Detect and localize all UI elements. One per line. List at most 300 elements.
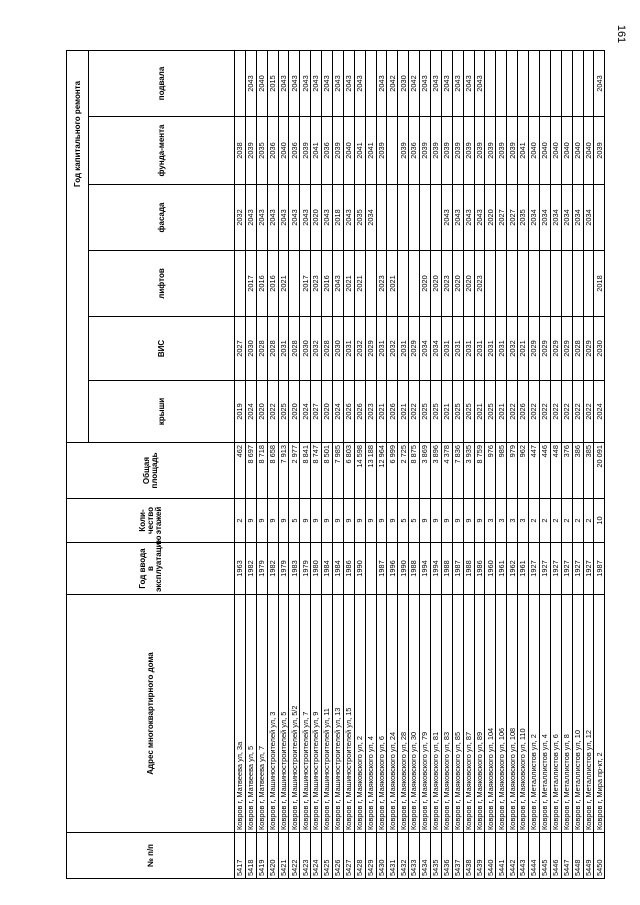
cell-roof: 2022 xyxy=(409,381,420,443)
cell-num: 5432 xyxy=(398,833,409,879)
cell-area: 6 999 xyxy=(387,443,398,499)
table-row xyxy=(474,50,485,878)
cell-foundation: 2040 xyxy=(561,117,572,185)
cell-lifts: 2020 xyxy=(452,251,463,317)
cell-address: Ковров г, Маяковского ул, 106 xyxy=(496,595,507,833)
cell-vis: 2032 xyxy=(387,317,398,381)
cell-roof: 2022 xyxy=(561,381,572,443)
cell-basement xyxy=(561,50,572,116)
cell-basement xyxy=(572,50,583,116)
cell-lifts xyxy=(235,251,246,317)
cell-facade: 2020 xyxy=(311,185,322,251)
cell-foundation: 2041 xyxy=(311,117,322,185)
cell-foundation: 2041 xyxy=(518,117,529,185)
cell-roof: 2022 xyxy=(583,381,594,443)
cell-vis: 2030 xyxy=(300,317,311,381)
cell-foundation: 2040 xyxy=(583,117,594,185)
cell-facade: 2043 xyxy=(441,185,452,251)
cell-foundation: 2036 xyxy=(267,117,278,185)
cell-lifts xyxy=(398,251,409,317)
cell-vis: 2027 xyxy=(235,317,246,381)
cell-floors: 9 xyxy=(387,499,398,543)
cell-roof: 2022 xyxy=(572,381,583,443)
cell-num: 5430 xyxy=(376,833,387,879)
cell-facade: 2034 xyxy=(539,185,550,251)
cell-lifts xyxy=(572,251,583,317)
cell-year: 1979 xyxy=(256,543,267,595)
cell-num: 5425 xyxy=(322,833,333,879)
cell-address: Ковров г, Металлистов ул, 6 xyxy=(550,595,561,833)
cell-address: Ковров г, Маяковского ул, 24 xyxy=(387,595,398,833)
cell-lifts: 2016 xyxy=(322,251,333,317)
cell-year: 1982 xyxy=(267,543,278,595)
cell-foundation: 2039 xyxy=(333,117,344,185)
cell-floors: 5 xyxy=(289,499,300,543)
cell-facade xyxy=(376,185,387,251)
cell-vis: 2028 xyxy=(256,317,267,381)
cell-year: 1984 xyxy=(322,543,333,595)
cell-num: 5429 xyxy=(365,833,376,879)
cell-foundation: 2035 xyxy=(256,117,267,185)
table-row xyxy=(441,50,452,878)
cell-facade: 2020 xyxy=(485,185,496,251)
cell-basement: 2043 xyxy=(278,50,289,116)
cell-address: Ковров г, Маяковского ул, 83 xyxy=(441,595,452,833)
cell-area: 13 188 xyxy=(365,443,376,499)
cell-basement: 2043 xyxy=(376,50,387,116)
header-lifts: лифтов xyxy=(89,251,235,317)
cell-basement: 2043 xyxy=(594,50,605,116)
table-row xyxy=(583,50,594,878)
cell-vis: 2029 xyxy=(365,317,376,381)
cell-num: 5433 xyxy=(409,833,420,879)
cell-floors: 9 xyxy=(441,499,452,543)
cell-foundation: 2039 xyxy=(376,117,387,185)
cell-facade: 2043 xyxy=(245,185,256,251)
cell-num: 5444 xyxy=(529,833,540,879)
table-row xyxy=(256,50,267,878)
cell-area: 3 935 xyxy=(463,443,474,499)
cell-address: Ковров г, Маяковского ул, 87 xyxy=(463,595,474,833)
cell-roof: 2027 xyxy=(311,381,322,443)
cell-vis: 2034 xyxy=(431,317,442,381)
table-row xyxy=(398,50,409,878)
cell-address: Ковров г, Маяковского ул, 81 xyxy=(431,595,442,833)
cell-roof: 2026 xyxy=(518,381,529,443)
cell-facade xyxy=(431,185,442,251)
cell-facade: 2027 xyxy=(496,185,507,251)
cell-lifts xyxy=(539,251,550,317)
cell-roof: 2022 xyxy=(507,381,518,443)
cell-floors: 3 xyxy=(507,499,518,543)
table-row xyxy=(333,50,344,878)
cell-foundation: 2040 xyxy=(529,117,540,185)
cell-vis: 2031 xyxy=(463,317,474,381)
cell-year: 1979 xyxy=(300,543,311,595)
header-area: Общая площадь xyxy=(67,443,235,499)
table-row xyxy=(518,50,529,878)
header-floors: Коли-чество этажей xyxy=(67,499,235,543)
cell-address: Ковров г, Металлистов ул, 4 xyxy=(539,595,550,833)
cell-roof: 2025 xyxy=(420,381,431,443)
cell-basement xyxy=(583,50,594,116)
cell-foundation: 2036 xyxy=(409,117,420,185)
cell-area: 8 841 xyxy=(300,443,311,499)
cell-basement: 2043 xyxy=(322,50,333,116)
cell-vis: 2031 xyxy=(398,317,409,381)
cell-basement: 2043 xyxy=(474,50,485,116)
cell-area: 446 xyxy=(539,443,550,499)
cell-lifts: 2020 xyxy=(431,251,442,317)
cell-lifts xyxy=(518,251,529,317)
cell-address: Ковров г, Мира пр-кт, 2 xyxy=(594,595,605,833)
header-foundation: фунда-мента xyxy=(89,117,235,185)
cell-lifts: 2018 xyxy=(594,251,605,317)
cell-basement: 2043 xyxy=(441,50,452,116)
cell-num: 5441 xyxy=(496,833,507,879)
cell-address: Ковров г, Маяковского ул, 104 xyxy=(485,595,496,833)
cell-basement: 2040 xyxy=(256,50,267,116)
cell-year: 1982 xyxy=(245,543,256,595)
cell-address: Ковров г, Металлистов ул, 8 xyxy=(561,595,572,833)
cell-address: Ковров г, Машиностроителей ул, 5 xyxy=(278,595,289,833)
cell-address: Ковров г, Машиностроителей ул, 9 xyxy=(311,595,322,833)
cell-num: 5442 xyxy=(507,833,518,879)
cell-lifts: 2023 xyxy=(311,251,322,317)
cell-floors: 2 xyxy=(529,499,540,543)
table-row xyxy=(289,50,300,878)
cell-foundation: 2036 xyxy=(289,117,300,185)
cell-facade: 2034 xyxy=(561,185,572,251)
cell-lifts: 2021 xyxy=(354,251,365,317)
cell-year: 1986 xyxy=(343,543,354,595)
cell-area: 8 747 xyxy=(311,443,322,499)
cell-num: 5417 xyxy=(235,833,246,879)
cell-basement: 2043 xyxy=(289,50,300,116)
cell-area: 386 xyxy=(572,443,583,499)
cell-basement: 2043 xyxy=(354,50,365,116)
cell-vis: 2028 xyxy=(289,317,300,381)
cell-floors: 9 xyxy=(463,499,474,543)
table-row xyxy=(387,50,398,878)
cell-address: Ковров г, Маяковского ул, 28 xyxy=(398,595,409,833)
cell-floors: 9 xyxy=(245,499,256,543)
header-num: № п/п xyxy=(67,833,235,879)
cell-vis: 2031 xyxy=(343,317,354,381)
cell-roof: 2019 xyxy=(235,381,246,443)
cell-basement xyxy=(496,50,507,116)
cell-num: 5427 xyxy=(343,833,354,879)
cell-address: Ковров г, Машиностроителей ул, 11 xyxy=(322,595,333,833)
cell-lifts: 2023 xyxy=(376,251,387,317)
cell-vis: 2029 xyxy=(550,317,561,381)
cell-lifts: 2023 xyxy=(474,251,485,317)
cell-facade: 2034 xyxy=(572,185,583,251)
cell-lifts xyxy=(550,251,561,317)
cell-foundation: 2039 xyxy=(398,117,409,185)
table-row xyxy=(485,50,496,878)
table-row xyxy=(539,50,550,878)
cell-year: 1961 xyxy=(496,543,507,595)
cell-num: 5423 xyxy=(300,833,311,879)
cell-lifts xyxy=(409,251,420,317)
cell-vis: 2030 xyxy=(594,317,605,381)
cell-vis: 2031 xyxy=(474,317,485,381)
cell-area: 8 875 xyxy=(409,443,420,499)
cell-num: 5447 xyxy=(561,833,572,879)
cell-floors: 9 xyxy=(256,499,267,543)
cell-roof: 2021 xyxy=(441,381,452,443)
table-row xyxy=(300,50,311,878)
cell-foundation: 2040 xyxy=(539,117,550,185)
cell-address: Ковров г, Маяковского ул, 85 xyxy=(452,595,463,833)
cell-year: 1984 xyxy=(333,543,344,595)
cell-area: 7 913 xyxy=(278,443,289,499)
cell-area: 12 964 xyxy=(376,443,387,499)
cell-floors: 2 xyxy=(550,499,561,543)
cell-lifts: 2021 xyxy=(387,251,398,317)
cell-year: 1990 xyxy=(398,543,409,595)
cell-basement xyxy=(518,50,529,116)
cell-num: 5418 xyxy=(245,833,256,879)
cell-floors: 9 xyxy=(343,499,354,543)
cell-roof: 2026 xyxy=(354,381,365,443)
cell-year: 1987 xyxy=(376,543,387,595)
table-row xyxy=(594,50,605,878)
header-address: Адрес многоквартирного дома xyxy=(67,595,235,833)
cell-roof: 2024 xyxy=(300,381,311,443)
cell-num: 5428 xyxy=(354,833,365,879)
cell-vis: 2031 xyxy=(452,317,463,381)
cell-basement: 2043 xyxy=(463,50,474,116)
table-row xyxy=(235,50,246,878)
cell-floors: 9 xyxy=(452,499,463,543)
cell-address: Ковров г, Матвеева ул, 5 xyxy=(245,595,256,833)
table-row xyxy=(245,50,256,878)
cell-foundation: 2039 xyxy=(485,117,496,185)
cell-basement: 2043 xyxy=(300,50,311,116)
cell-roof: 2020 xyxy=(289,381,300,443)
table-row xyxy=(376,50,387,878)
cell-num: 5435 xyxy=(431,833,442,879)
cell-floors: 9 xyxy=(474,499,485,543)
table-row xyxy=(431,50,442,878)
cell-num: 5421 xyxy=(278,833,289,879)
cell-year: 1994 xyxy=(420,543,431,595)
table-row xyxy=(572,50,583,878)
cell-address: Ковров г, Маяковского ул, 89 xyxy=(474,595,485,833)
cell-area: 462 xyxy=(235,443,246,499)
cell-foundation: 2039 xyxy=(452,117,463,185)
cell-year: 1927 xyxy=(583,543,594,595)
cell-lifts: 2043 xyxy=(333,251,344,317)
cell-facade: 2043 xyxy=(452,185,463,251)
cell-address: Ковров г, Машиностроителей ул, 7 xyxy=(300,595,311,833)
cell-address: Ковров г, Машиностроителей ул, 3 xyxy=(267,595,278,833)
cell-area: 3 869 xyxy=(420,443,431,499)
cell-year: 1960 xyxy=(485,543,496,595)
cell-vis: 2029 xyxy=(409,317,420,381)
cell-lifts: 2017 xyxy=(300,251,311,317)
cell-lifts xyxy=(529,251,540,317)
table-row xyxy=(354,50,365,878)
table-row xyxy=(267,50,278,878)
cell-area: 979 xyxy=(507,443,518,499)
cell-facade: 2043 xyxy=(267,185,278,251)
cell-lifts: 2021 xyxy=(343,251,354,317)
cell-year: 1927 xyxy=(561,543,572,595)
cell-facade: 2043 xyxy=(322,185,333,251)
table-row xyxy=(463,50,474,878)
table-row xyxy=(420,50,431,878)
cell-lifts: 2016 xyxy=(256,251,267,317)
cell-foundation: 2040 xyxy=(572,117,583,185)
cell-facade: 2034 xyxy=(365,185,376,251)
cell-facade: 2032 xyxy=(235,185,246,251)
cell-num: 5437 xyxy=(452,833,463,879)
cell-num: 5445 xyxy=(539,833,550,879)
cell-area: 985 xyxy=(496,443,507,499)
cell-year: 1980 xyxy=(311,543,322,595)
cell-roof: 2026 xyxy=(343,381,354,443)
cell-basement: 2015 xyxy=(267,50,278,116)
header-repair-group: Год капитального ремонта xyxy=(67,50,89,442)
cell-roof: 2022 xyxy=(539,381,550,443)
cell-floors: 3 xyxy=(518,499,529,543)
cell-year: 1988 xyxy=(409,543,420,595)
table-rotated-wrapper xyxy=(66,51,604,879)
cell-roof: 2025 xyxy=(431,381,442,443)
cell-facade: 2035 xyxy=(354,185,365,251)
cell-floors: 9 xyxy=(267,499,278,543)
cell-basement: 2043 xyxy=(452,50,463,116)
cell-facade: 2018 xyxy=(333,185,344,251)
cell-num: 5419 xyxy=(256,833,267,879)
cell-year: 1988 xyxy=(463,543,474,595)
cell-lifts xyxy=(496,251,507,317)
cell-address: Ковров г, Маяковского ул, 2 xyxy=(354,595,365,833)
cell-year: 1986 xyxy=(474,543,485,595)
cell-facade xyxy=(409,185,420,251)
cell-area: 8 697 xyxy=(245,443,256,499)
cell-area: 8 759 xyxy=(474,443,485,499)
table-row xyxy=(311,50,322,878)
cell-address: Ковров г, Матвеева ул, 3а xyxy=(235,595,246,833)
cell-lifts xyxy=(561,251,572,317)
cell-lifts: 2023 xyxy=(441,251,452,317)
cell-floors: 2 xyxy=(539,499,550,543)
cell-floors: 5 xyxy=(409,499,420,543)
table-frame xyxy=(66,51,604,879)
cell-year: 1927 xyxy=(550,543,561,595)
cell-lifts: 2017 xyxy=(245,251,256,317)
cell-lifts: 2016 xyxy=(267,251,278,317)
cell-num: 5449 xyxy=(583,833,594,879)
cell-vis: 2034 xyxy=(420,317,431,381)
cell-vis: 2031 xyxy=(376,317,387,381)
cell-address: Ковров г, Маяковского ул, 110 xyxy=(518,595,529,833)
cell-basement xyxy=(529,50,540,116)
cell-year: 1979 xyxy=(278,543,289,595)
cell-roof: 2024 xyxy=(245,381,256,443)
cell-facade: 2035 xyxy=(518,185,529,251)
page-number: 161 xyxy=(614,24,627,44)
cell-num: 5446 xyxy=(550,833,561,879)
cell-roof: 2021 xyxy=(376,381,387,443)
cell-num: 5420 xyxy=(267,833,278,879)
cell-lifts xyxy=(365,251,376,317)
cell-address: Ковров г, Металлистов ул, 2 xyxy=(529,595,540,833)
cell-foundation: 2039 xyxy=(441,117,452,185)
cell-facade: 2034 xyxy=(583,185,594,251)
cell-area: 6 803 xyxy=(343,443,354,499)
cell-year: 1987 xyxy=(452,543,463,595)
cell-area: 962 xyxy=(518,443,529,499)
cell-num: 5440 xyxy=(485,833,496,879)
cell-num: 5438 xyxy=(463,833,474,879)
cell-area: 8 501 xyxy=(322,443,333,499)
cell-area: 3 896 xyxy=(431,443,442,499)
cell-foundation: 2039 xyxy=(594,117,605,185)
cell-num: 5424 xyxy=(311,833,322,879)
cell-year: 1988 xyxy=(441,543,452,595)
cell-floors: 9 xyxy=(333,499,344,543)
cell-foundation: 2039 xyxy=(474,117,485,185)
cell-facade: 2043 xyxy=(256,185,267,251)
cell-year: 1987 xyxy=(594,543,605,595)
cell-facade xyxy=(594,185,605,251)
cell-num: 5436 xyxy=(441,833,452,879)
cell-roof: 2022 xyxy=(529,381,540,443)
cell-facade: 2043 xyxy=(474,185,485,251)
cell-vis: 2029 xyxy=(529,317,540,381)
cell-basement: 2043 xyxy=(333,50,344,116)
cell-lifts xyxy=(583,251,594,317)
cell-basement: 2043 xyxy=(431,50,442,116)
cell-vis: 2032 xyxy=(311,317,322,381)
repair-schedule-table xyxy=(66,50,605,879)
cell-lifts: 2021 xyxy=(278,251,289,317)
cell-floors: 10 xyxy=(594,499,605,543)
table-row xyxy=(409,50,420,878)
cell-vis: 2030 xyxy=(245,317,256,381)
cell-vis: 2028 xyxy=(322,317,333,381)
cell-basement: 2043 xyxy=(311,50,322,116)
cell-foundation: 2040 xyxy=(550,117,561,185)
cell-floors: 3 xyxy=(485,499,496,543)
cell-roof: 2021 xyxy=(496,381,507,443)
table-row xyxy=(278,50,289,878)
cell-foundation: 2039 xyxy=(245,117,256,185)
header-basement: подвала xyxy=(89,50,235,116)
header-roof: крыши xyxy=(89,381,235,443)
cell-address: Ковров г, Маяковского ул, 108 xyxy=(507,595,518,833)
cell-floors: 2 xyxy=(235,499,246,543)
cell-address: Ковров г, Машиностроителей ул, 15 xyxy=(343,595,354,833)
cell-area: 448 xyxy=(550,443,561,499)
cell-area: 976 xyxy=(485,443,496,499)
cell-basement: 2030 xyxy=(398,50,409,116)
cell-floors: 3 xyxy=(496,499,507,543)
cell-facade xyxy=(398,185,409,251)
cell-roof: 2026 xyxy=(387,381,398,443)
cell-vis: 2031 xyxy=(441,317,452,381)
cell-facade xyxy=(420,185,431,251)
cell-address: Ковров г, Маяковского ул, 30 xyxy=(409,595,420,833)
cell-num: 5439 xyxy=(474,833,485,879)
cell-basement xyxy=(550,50,561,116)
cell-lifts xyxy=(507,251,518,317)
